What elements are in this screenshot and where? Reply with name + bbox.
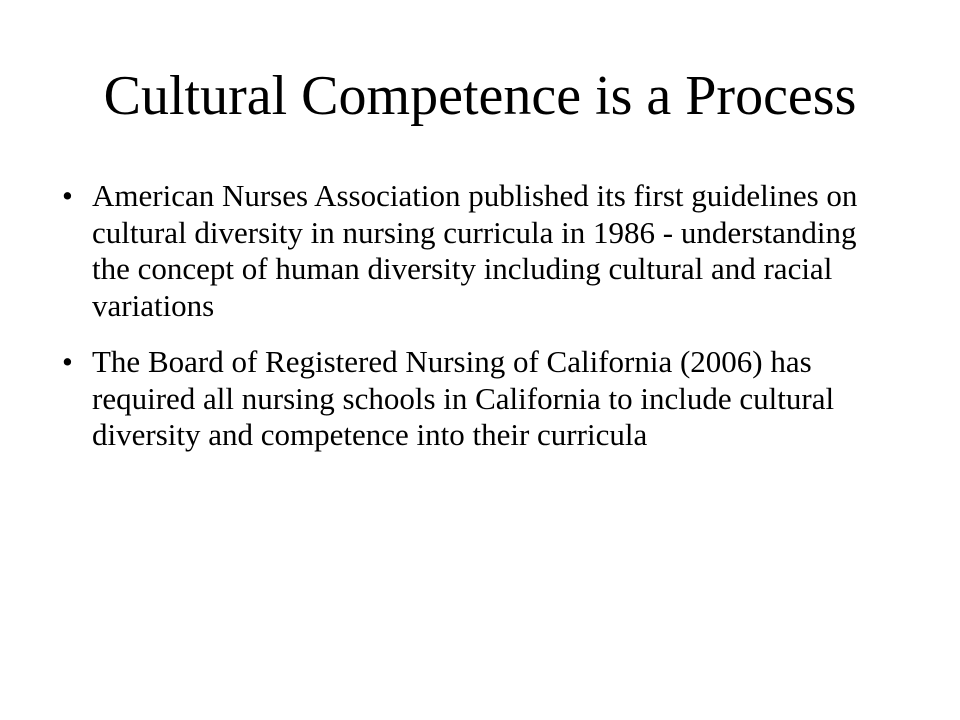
bullet-item	[62, 344, 892, 454]
bullet-list	[62, 178, 892, 474]
bullet-text: The Board of Registered Nursing of California (2006) has required all nursing schools in California to include cultural diversity and competence into their curricula	[92, 344, 835, 452]
bullet-text: American Nurses Association published its first guidelines on cultural diversity in nursing curricula in 1986 - understanding the concept of human diversity including cultural and racial variations	[92, 178, 858, 323]
bullet-marker-icon: •	[62, 178, 73, 213]
slide-title: Cultural Competence is a Process	[103, 65, 857, 127]
bullet-item	[62, 178, 892, 324]
bullet-marker-icon: •	[62, 344, 73, 379]
